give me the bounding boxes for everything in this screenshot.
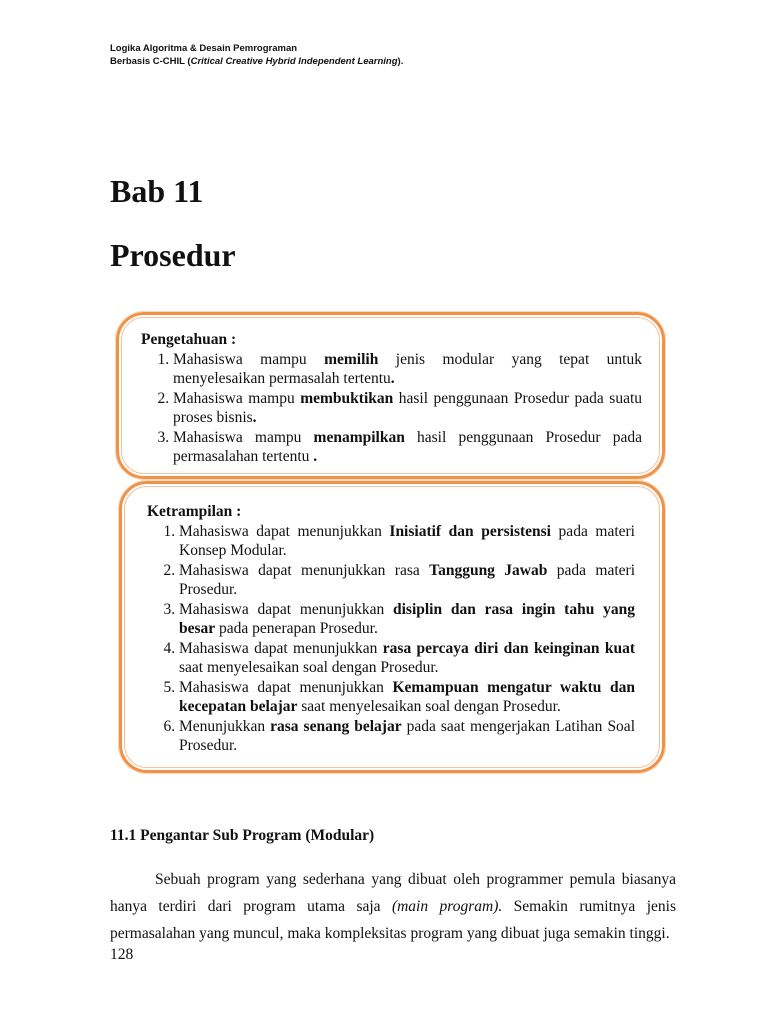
skills-item bbox=[179, 561, 635, 600]
skills-item bbox=[179, 717, 635, 756]
item-text: pada penerapan Prosedur. bbox=[215, 620, 378, 637]
chapter-number: Bab 11 bbox=[110, 173, 204, 209]
running-header-prefix: Berbasis C-CHIL ( bbox=[110, 56, 191, 67]
knowledge-objectives-box bbox=[116, 312, 665, 479]
item-text: saat menyelesaikan soal dengan Prosedur. bbox=[297, 698, 561, 715]
paragraph-italic: (main program). bbox=[391, 897, 503, 915]
body-paragraph bbox=[110, 866, 676, 947]
item-text: pada materi Prosedur. bbox=[179, 561, 635, 598]
chapter-title: Prosedur bbox=[110, 237, 236, 273]
item-text: pada saat mengerjakan Latihan Soal Prosedur. bbox=[179, 717, 635, 754]
item-text: jenis modular yang tepat untuk menyelesaikan permasalah tertentu bbox=[173, 350, 642, 387]
skills-list bbox=[147, 522, 635, 756]
knowledge-list bbox=[141, 350, 642, 467]
item-emphasis: membuktikan bbox=[300, 389, 394, 407]
item-text: Mahasiswa dapat menunjukkan rasa bbox=[179, 561, 430, 579]
item-emphasis: menampilkan bbox=[313, 428, 405, 446]
item-emphasis: . bbox=[313, 448, 318, 465]
skills-box-title: Ketrampilan : bbox=[147, 503, 242, 520]
item-emphasis: Inisiatif dan persistensi bbox=[389, 522, 551, 540]
page-number: 128 bbox=[110, 946, 134, 963]
item-emphasis: disiplin dan rasa ingin tahu yang besar bbox=[179, 600, 635, 637]
skills-item bbox=[179, 600, 635, 639]
item-emphasis: . bbox=[390, 370, 395, 387]
knowledge-item bbox=[173, 350, 642, 389]
item-text: Mahasiswa mampu bbox=[173, 389, 301, 407]
item-text: Mahasiswa dapat menunjukkan bbox=[179, 522, 390, 540]
skills-item bbox=[179, 639, 635, 678]
item-emphasis: rasa senang belajar bbox=[270, 717, 402, 735]
running-header bbox=[110, 42, 403, 68]
running-header-line-1: Logika Algoritma & Desain Pemrograman bbox=[110, 43, 298, 54]
item-text: pada materi Konsep Modular. bbox=[179, 522, 635, 559]
skills-item bbox=[179, 678, 635, 717]
item-text: saat menyelesaikan soal dengan Prosedur. bbox=[179, 659, 439, 676]
item-text: hasil penggunaan Prosedur pada suatu proses bisnis bbox=[173, 389, 643, 426]
item-text: Mahasiswa mampu bbox=[173, 350, 325, 368]
running-header-line-2 bbox=[110, 55, 403, 68]
skills-objectives-box bbox=[119, 481, 665, 773]
item-emphasis: Kemampuan mengatur waktu dan kecepatan belajar bbox=[179, 678, 635, 715]
item-text: Menunjukkan bbox=[179, 717, 271, 735]
knowledge-box-title: Pengetahuan : bbox=[141, 331, 237, 348]
running-header-italic: Critical Creative Hybrid Independent Learning bbox=[190, 56, 398, 67]
item-emphasis: . bbox=[252, 409, 257, 426]
paragraph-text: Semakin rumitnya jenis permasalahan yang muncul, maka kompleksitas program yang dibuat juga semakin tinggi. bbox=[110, 897, 676, 942]
item-text: Mahasiswa dapat menunjukkan bbox=[179, 639, 383, 657]
item-emphasis: rasa percaya diri dan keinginan kuat bbox=[382, 639, 635, 657]
running-header-suffix: ). bbox=[397, 56, 404, 67]
knowledge-item bbox=[173, 428, 642, 467]
paragraph-text: Sebuah program yang sederhana yang dibuat oleh programmer pemula biasanya hanya terdiri dari program utama saja bbox=[110, 870, 676, 915]
item-text: Mahasiswa mampu bbox=[173, 428, 314, 446]
item-text: hasil penggunaan Prosedur pada permasalahan tertentu bbox=[173, 428, 643, 465]
item-text: Mahasiswa dapat menunjukkan bbox=[179, 600, 393, 618]
knowledge-item bbox=[173, 389, 642, 428]
item-text: Mahasiswa dapat menunjukkan bbox=[179, 678, 393, 696]
item-emphasis: memilih bbox=[324, 350, 379, 368]
item-emphasis: Tanggung Jawab bbox=[429, 561, 548, 579]
skills-item bbox=[179, 522, 635, 561]
section-heading: 11.1 Pengantar Sub Program (Modular) bbox=[110, 827, 375, 844]
